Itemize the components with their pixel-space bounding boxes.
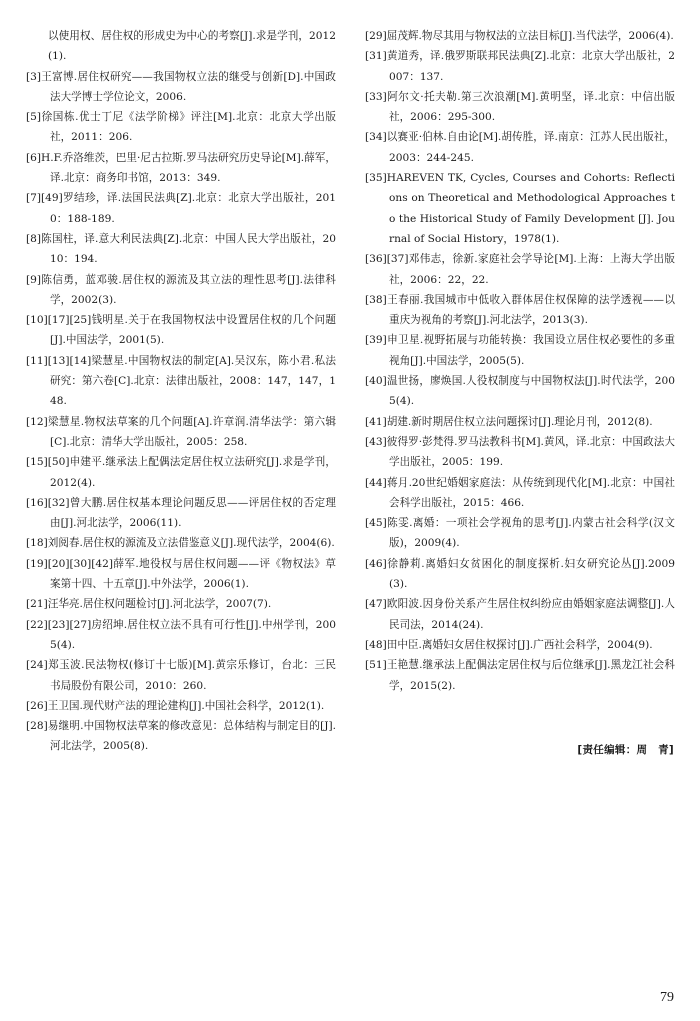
reference-entry: [47]欧阳波.因身份关系产生居住权纠纷应由婚姻家庭法调整[J].人民司法，2014(24). <box>365 598 675 631</box>
reference-entry: [9]陈信勇，蓝邓骏.居住权的源流及其立法的理性思考[J].法律科学，2002(3). <box>26 273 336 306</box>
reference-entry: [33]阿尔文·托夫勒.第三次浪潮[M].黄明坚，译.北京：中信出版社，2006：295-300. <box>365 90 675 124</box>
reference-entry: [10][17][25]钱明星.关于在我国物权法中设置居住权的几个问题[J].中国法学，2001(5). <box>26 314 336 347</box>
reference-entry: [35]HAREVEN TK, Cycles, Courses and Cohorts: Reflections on Theoretical and Methodological Approaches to the Historical Study of Family Development [J]. Journal of Social History，1978(1). <box>365 172 675 245</box>
responsible-editor-note: [责任编辑：周 青] <box>577 744 674 756</box>
reference-entry: [48]田中臣.离婚妇女居住权探讨[J].广西社会科学，2004(9). <box>365 638 653 651</box>
reference-entry: [41]胡建.新时期居住权立法问题探讨[J].理论月刊，2012(8). <box>365 415 653 428</box>
reference-entry: [21]汪华亮.居住权问题检讨[J].河北法学，2007(7). <box>26 598 272 611</box>
references-left-column <box>26 26 336 757</box>
reference-entry: [38]王春丽.我国城市中低收入群体居住权保障的法学透视——以重庆为视角的考察[J].河北法学，2013(3). <box>365 293 675 327</box>
reference-entry: [28]易继明.中国物权法草案的修改意见：总体结构与制定目的[J].河北法学，2005(8). <box>26 720 336 753</box>
reference-entry: [5]徐国栋.优士丁尼《法学阶梯》评注[M].北京：北京大学出版社，2011：206. <box>26 111 336 144</box>
reference-entry: [39]申卫星.视野拓展与功能转换：我国设立居住权必要性的多重视角[J].中国法学，2005(5). <box>365 334 675 367</box>
reference-entry: [8]陈国柱，译.意大利民法典[Z].北京：中国人民大学出版社，2010：194. <box>26 232 336 266</box>
reference-entry: [29]屈茂辉.物尽其用与物权法的立法目标[J].当代法学，2006(4). <box>365 30 674 42</box>
reference-entry: [22][23][27]房绍坤.居住权立法不具有可行性[J].中州学刊，2005(4). <box>26 618 336 651</box>
reference-entry: [40]温世扬，廖焕国.人役权制度与中国物权法[J].时代法学，2005(4). <box>365 375 675 408</box>
reference-entry: [44]蒋月.20世纪婚姻家庭法：从传统到现代化[M].北京：中国社会科学出版社，2015：466. <box>365 476 675 509</box>
reference-entry: [36][37]邓伟志，徐新.家庭社会学导论[M].上海：上海大学出版社，2006：22，22. <box>365 253 675 286</box>
reference-entry: [15][50]申建平.继承法上配偶法定居住权立法研究[J].求是学刊，2012(4). <box>26 456 336 489</box>
reference-entry: [46]徐静莉.离婚妇女贫困化的制度探析.妇女研究论丛[J].2009(3). <box>365 557 675 591</box>
reference-entry: [19][20][30][42]薛军.地役权与居住权问题——评《物权法》草案第十四、十五章[J].中外法学，2006(1). <box>26 557 336 591</box>
reference-entry: [7][49]罗结珍，译.法国民法典[Z].北京：北京大学出版社，2010：188-189. <box>26 192 336 225</box>
reference-entry: [26]王卫国.现代财产法的理论建构[J].中国社会科学，2012(1). <box>26 699 325 712</box>
reference-entry: 以使用权、居住权的形成史为中心的考察[J].求是学刊，2012(1). <box>48 30 336 63</box>
reference-entry: [11][13][14]梁慧星.中国物权法的制定[A].吴汉东，陈小君.私法研究：第六卷[C].北京：法律出版社，2008：147，147，148. <box>26 354 336 408</box>
reference-entry: [6]H.F.乔洛维茨，巴里·尼古拉斯.罗马法研究历史导论[M].薛军，译.北京：商务印书馆，2013：349. <box>26 151 336 185</box>
reference-entry: [34]以赛亚·伯林.自由论[M].胡传胜，译.南京：江苏人民出版社，2003：244-245. <box>365 131 675 164</box>
reference-entry: [18]刘阅春.居住权的源流及立法借鉴意义[J].现代法学，2004(6). <box>26 537 335 550</box>
reference-entry: [24]郑玉波.民法物权(修订十七版)[M].黄宗乐修订，台北：三民书局股份有限公司，2010：260. <box>26 659 336 692</box>
reference-entry: [43]彼得罗·彭梵得.罗马法教科书[M].黄风，译.北京：中国政法大学出版社，2005：199. <box>365 435 675 469</box>
page-number: 79 <box>660 990 674 1005</box>
references-right-column <box>365 26 675 696</box>
reference-entry: [12]梁慧星.物权法草案的几个问题[A].许章润.清华法学：第六辑[C].北京：清华大学出版社，2005：258. <box>26 415 336 448</box>
reference-entry: [45]陈雯.离婚：一项社会学视角的思考[J].内蒙古社会科学(汉文版)，2009(4). <box>365 517 675 550</box>
reference-entry: [16][32]曾大鹏.居住权基本理论问题反思——评居住权的否定理由[J].河北法学，2006(11). <box>26 496 336 530</box>
reference-entry: [3]王富博.居住权研究——我国物权立法的继受与创新[D].中国政法大学博士学位论文，2006. <box>26 70 336 103</box>
reference-entry: [31]黄道秀，译.俄罗斯联邦民法典[Z].北京：北京大学出版社，2007：137. <box>365 50 675 83</box>
reference-entry: [51]王艳慧.继承法上配偶法定居住权与后位继承[J].黑龙江社会科学，2015(2). <box>365 659 675 692</box>
